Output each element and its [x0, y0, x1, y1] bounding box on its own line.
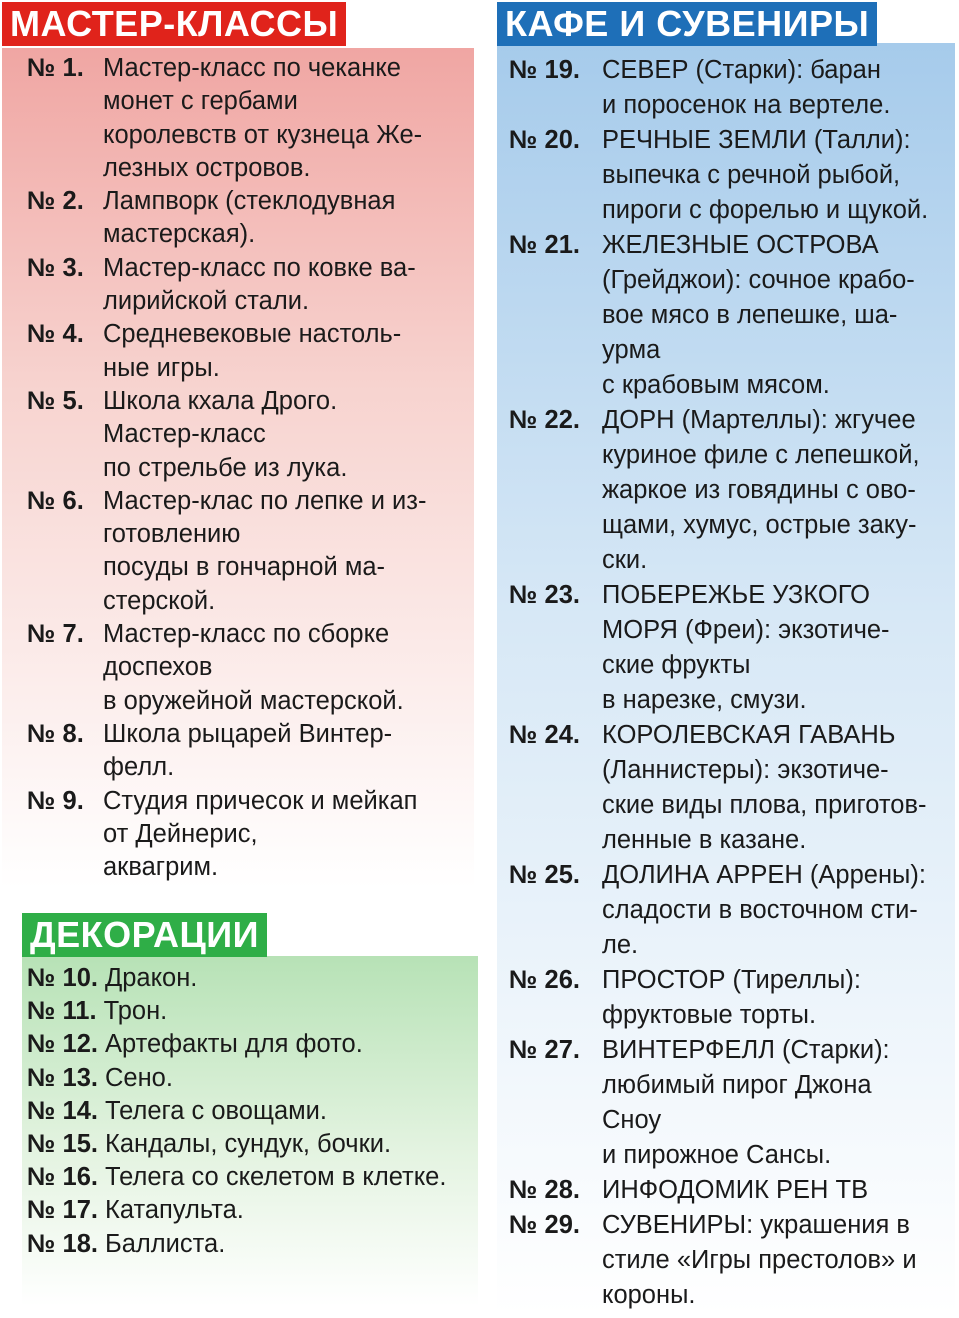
item-text: Трон. — [103, 997, 168, 1026]
item-text-line: Мастер-клас по лепке и из- — [103, 486, 427, 515]
item-text-line: ПРОСТОР (Тиреллы): — [602, 966, 861, 994]
item-text-line: (Грейджои): сочное крабо- — [602, 266, 915, 294]
item-text-line: ДОРН (Мартеллы): жгучее — [602, 406, 916, 434]
item-number: № 8. — [27, 719, 84, 748]
item-text-line: лезных островов. — [103, 153, 311, 182]
item-number: № 15. — [27, 1130, 98, 1159]
item-text — [103, 52, 467, 185]
item-text-line: королевств от кузнеца Же- — [103, 120, 423, 149]
item-number: № 23. — [509, 581, 580, 609]
item-text — [103, 618, 467, 718]
item-number: № 28. — [509, 1176, 580, 1204]
item-text-line: КОРОЛЕВСКАЯ ГАВАНЬ — [602, 721, 896, 749]
item-number: № 7. — [27, 620, 84, 649]
item-text-line: Школа кхала Дрого. — [103, 386, 338, 415]
item-text-line: любимый пирог Джона — [602, 1071, 872, 1099]
item-text — [602, 228, 954, 403]
list-item — [27, 962, 477, 995]
item-text-line: урма — [602, 336, 661, 364]
item-text-line: в нарезке, смузи. — [602, 686, 807, 714]
list-item — [27, 1228, 477, 1261]
master-classes-heading: МАСТЕР-КЛАССЫ — [2, 2, 346, 46]
item-text-line: Мастер-класс — [103, 420, 266, 449]
item-text: Телега с овощами. — [104, 1096, 327, 1125]
list-item — [509, 1033, 954, 1173]
decorations-list — [27, 962, 477, 1261]
item-text-line: Сноу — [602, 1106, 662, 1134]
item-text: Баллиста. — [104, 1229, 226, 1258]
item-text-line: Студия причесок и мейкап — [103, 786, 418, 815]
item-text-line: ски. — [602, 546, 648, 574]
item-text — [602, 403, 954, 578]
item-text-line: аквагрим. — [103, 853, 219, 882]
list-item — [509, 578, 954, 718]
item-text-line: СУВЕНИРЫ: украшения в — [602, 1211, 910, 1239]
item-text — [602, 963, 954, 1033]
item-text-line: Средневековые настоль- — [103, 320, 402, 349]
item-text — [602, 858, 954, 963]
item-text-line: вое мясо в лепешке, ша- — [602, 301, 898, 329]
list-item — [27, 1194, 477, 1227]
item-number: № 26. — [509, 966, 580, 994]
item-text-line: стиле «Игры престолов» и — [602, 1246, 917, 1274]
item-number: № 10. — [27, 964, 98, 992]
item-text-line: и пирожное Сансы. — [602, 1141, 832, 1169]
item-text — [103, 718, 467, 785]
item-text-line: монет с гербами — [103, 87, 298, 116]
item-text-line: фруктовые торты. — [602, 1001, 817, 1029]
item-text-line: ские виды плова, приготов- — [602, 791, 927, 819]
item-text-line: от Дейнерис, — [103, 819, 258, 848]
item-number: № 11. — [27, 997, 97, 1026]
item-text-line: в оружейной мастерской. — [103, 686, 404, 715]
item-text-line: короны. — [602, 1281, 696, 1309]
item-text-line: Лампворк (стеклодувная — [103, 187, 396, 216]
item-text-line: МОРЯ (Фреи): экзотиче- — [602, 616, 890, 644]
item-text-line: СЕВЕР (Старки): баран — [602, 56, 881, 84]
list-item — [509, 228, 954, 403]
list-item — [27, 252, 467, 319]
item-number: № 14. — [27, 1096, 98, 1125]
item-text-line: щами, хумус, острые заку- — [602, 511, 917, 539]
item-text-line: ские фрукты — [602, 651, 751, 679]
item-text-line: выпечка с речной рыбой, — [602, 161, 901, 189]
item-text-line: Мастер-класс по чеканке — [103, 54, 401, 82]
item-number: № 24. — [509, 721, 580, 749]
item-text-line: пироги с форелью и щукой. — [602, 196, 929, 224]
item-number: № 19. — [509, 56, 580, 84]
item-text-line: посуды в гончарной ма- — [103, 553, 386, 582]
list-item — [509, 123, 954, 228]
item-text — [602, 53, 954, 123]
item-number: № 6. — [27, 486, 84, 515]
item-text-line: Мастер-класс по сборке — [103, 620, 390, 649]
list-item — [27, 995, 477, 1028]
item-number: № 21. — [509, 231, 580, 259]
item-number: № 16. — [27, 1163, 98, 1192]
item-text — [602, 578, 954, 718]
list-item — [509, 718, 954, 858]
cafes-list — [509, 53, 954, 1313]
list-item — [27, 1161, 477, 1194]
item-text-line: жаркое из говядины с ово- — [602, 476, 916, 504]
item-text-line: лирийской стали. — [103, 287, 310, 316]
item-number: № 17. — [27, 1196, 98, 1225]
item-text-line: ЖЕЛЕЗНЫЕ ОСТРОВА — [602, 231, 879, 259]
item-text — [103, 318, 467, 385]
item-text-line: сладости в восточном сти- — [602, 896, 918, 924]
item-text: Катапульта. — [104, 1196, 244, 1225]
item-text: Телега со скелетом в клетке. — [104, 1163, 447, 1192]
item-number: № 29. — [509, 1211, 580, 1239]
list-item — [27, 185, 467, 252]
item-number: № 5. — [27, 386, 84, 415]
item-number: № 2. — [27, 187, 84, 216]
item-text — [602, 1208, 954, 1313]
item-text-line: куриное филе с лепешкой, — [602, 441, 920, 469]
item-text — [602, 718, 954, 858]
list-item — [27, 718, 467, 785]
item-number: № 25. — [509, 861, 580, 889]
item-text-line: РЕЧНЫЕ ЗЕМЛИ (Талли): — [602, 126, 911, 154]
list-item — [27, 318, 467, 385]
item-text — [103, 485, 467, 618]
list-item — [27, 785, 467, 885]
list-item — [509, 858, 954, 963]
list-item — [509, 1173, 954, 1208]
item-text — [602, 1033, 954, 1173]
item-text-line: мастерская). — [103, 220, 256, 249]
list-item — [27, 52, 467, 185]
item-number: № 18. — [27, 1229, 98, 1258]
list-item — [27, 1128, 477, 1161]
item-number: № 22. — [509, 406, 580, 434]
item-text — [103, 252, 467, 319]
list-item — [509, 53, 954, 123]
item-text-line: ДОЛИНА АРРЕН (Аррены): — [602, 861, 926, 889]
item-text: Дракон. — [104, 964, 198, 992]
item-text-line: с крабовым мясом. — [602, 371, 830, 399]
list-item — [27, 385, 467, 485]
item-number: № 13. — [27, 1063, 98, 1092]
list-item — [27, 1028, 477, 1061]
master-classes-list — [27, 52, 467, 884]
decorations-heading: ДЕКОРАЦИИ — [22, 913, 267, 957]
item-text-line: ленные в казане. — [602, 826, 807, 854]
item-text: Кандалы, сундук, бочки. — [104, 1130, 392, 1159]
item-text-line: и поросенок на вертеле. — [602, 91, 891, 119]
item-text-line: по стрельбе из лука. — [103, 453, 348, 482]
item-text-line: ИНФОДОМИК РЕН ТВ — [602, 1176, 869, 1204]
list-item — [27, 1062, 477, 1095]
item-text: Артефакты для фото. — [104, 1030, 363, 1059]
cafes-heading: КАФЕ И СУВЕНИРЫ — [497, 2, 877, 46]
item-text-line: ПОБЕРЕЖЬЕ УЗКОГО — [602, 581, 870, 609]
list-item — [27, 618, 467, 718]
list-item — [27, 485, 467, 618]
item-text-line: стерской. — [103, 586, 216, 615]
item-number: № 27. — [509, 1036, 580, 1064]
item-text — [602, 1173, 954, 1208]
item-text-line: ные игры. — [103, 353, 220, 382]
item-number: № 3. — [27, 253, 84, 282]
item-text — [103, 185, 467, 252]
item-number: № 12. — [27, 1030, 98, 1059]
item-text-line: готовлению — [103, 520, 241, 549]
item-text-line: (Ланнистеры): экзотиче- — [602, 756, 889, 784]
item-text — [602, 123, 954, 228]
item-text-line: доспехов — [103, 653, 213, 682]
item-number: № 9. — [27, 786, 84, 815]
list-item — [27, 1095, 477, 1128]
item-text-line: фелл. — [103, 753, 175, 782]
list-item — [509, 963, 954, 1033]
list-item — [509, 403, 954, 578]
item-number: № 4. — [27, 320, 84, 349]
item-text-line: ле. — [602, 931, 639, 959]
item-number: № 1. — [27, 54, 84, 82]
item-text — [103, 785, 467, 885]
item-text-line: Школа рыцарей Винтер- — [103, 719, 393, 748]
item-text-line: Мастер-класс по ковке ва- — [103, 253, 416, 282]
item-text-line: ВИНТЕРФЕЛЛ (Старки): — [602, 1036, 890, 1064]
item-text: Сено. — [104, 1063, 173, 1092]
list-item — [509, 1208, 954, 1313]
item-text — [103, 385, 467, 485]
item-number: № 20. — [509, 126, 580, 154]
